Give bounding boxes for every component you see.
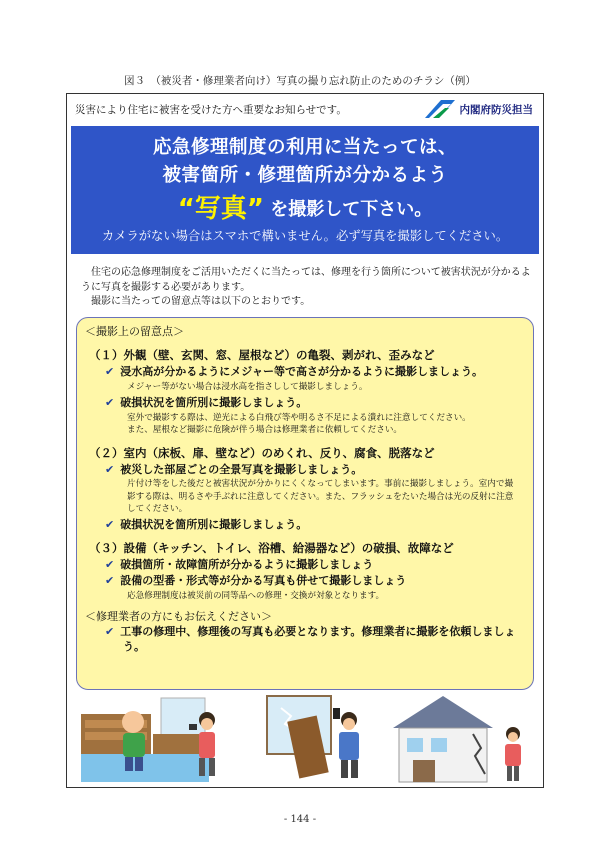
item-note: メジャー等がない場合は浸水高を指さしして撮影しましょう。: [127, 382, 368, 392]
figure-caption: 図３ （被災者・修理業者向け）写真の撮り忘れ防止のためのチラシ（例）: [124, 75, 476, 87]
headline-line-3-rest: を撮影して下さい。: [270, 199, 433, 220]
notes-heading: ＜撮影上の留意点＞: [85, 325, 184, 338]
section-title: （３）設備（キッチン、トイレ、浴槽、給湯器など）の破損、故障など: [89, 541, 454, 555]
check-icon: ✔: [105, 625, 115, 638]
person-with-phone-icon: [333, 708, 359, 778]
check-item: ✔ 破損箇所・故障箇所が分かるように撮影しましょう: [105, 558, 374, 571]
check-icon: ✔: [105, 396, 115, 409]
check-icon: ✔: [105, 558, 115, 571]
photo-emphasis: “写真”: [177, 194, 264, 224]
intro-paragraph: 撮影に当たっての留意点等は以下のとおりです。: [91, 296, 311, 307]
broken-window-door-illustration: [267, 696, 331, 778]
check-icon: ✔: [105, 574, 115, 587]
logo-text: 内閣府防災担当: [459, 103, 533, 116]
item-note: 片付け等をした後だと被害状況が分かりにくくなってしまいます。事前に撮影しましょう。室内で撮影する際は、明るさや手ぶれに注意してください。また、フラッシュをたいた場合は光の反射に注意してください。: [127, 479, 514, 514]
check-item: ✔ 破損状況を箇所別に撮影しましょう。: [105, 518, 308, 531]
illustration: [81, 694, 533, 784]
person-with-phone-2-icon: [505, 727, 521, 781]
flooded-room-illustration: [81, 698, 209, 782]
headline-banner: [71, 126, 539, 254]
page-number: - 144 -: [283, 814, 317, 825]
contractor-heading: ＜修理業者の方にもお伝えください＞: [85, 610, 272, 623]
section-title: （２）室内（床板、扉、壁など）のめくれ、反り、腐食、脱落など: [89, 446, 435, 460]
check-item: ✔ 工事の修理中、修理後の写真も必要となります。修理業者に撮影を依頼しましょう。: [105, 625, 516, 653]
intro-paragraph: 住宅の応急修理制度をご活用いただくに当たっては、修理を行う箇所について被害状況が分かるように写真を撮影する必要があります。: [81, 267, 531, 293]
top-notice: 災害により住宅に被害を受けた方へ重要なお知らせです。: [75, 104, 347, 116]
cabinet-office-logo-icon: [423, 98, 457, 120]
headline-line-2: 被害箇所・修理箇所が分かるよう: [162, 165, 448, 186]
flyer: [66, 93, 544, 788]
shooting-notes-box: [76, 317, 534, 690]
check-item: ✔ 設備の型番・形式等が分かる写真も併せて撮影しましょう: [105, 574, 407, 587]
item-note: また、屋根など撮影に危険が伴う場合は修理業者に依頼してください。: [127, 425, 403, 435]
check-icon: ✔: [105, 518, 115, 531]
item-note: 室外で撮影する際は、逆光による白飛び等や明るさ不足による潰れに注意してください。: [127, 413, 471, 423]
section-title: （１）外観（壁、玄関、窓、屋根など）の亀裂、剥がれ、歪みなど: [89, 348, 435, 362]
camera-note: カメラがない場合はスマホで構いません。必ず写真を撮影してください。: [101, 229, 509, 243]
headline-line-3: [71, 188, 539, 225]
item-note: 応急修理制度は被災前の同等品への修理・交換が対象となります。: [127, 591, 385, 601]
check-item: ✔ 浸水高が分かるようにメジャー等で高さが分かるように撮影しましょう。: [105, 365, 483, 378]
headline-line-1: 応急修理制度の利用に当たっては、: [152, 137, 457, 158]
check-item: ✔ 被災した部屋ごとの全景写真を撮影しましょう。: [105, 463, 363, 476]
intro-text: [81, 266, 533, 310]
cabinet-office-logo: [423, 98, 534, 120]
check-item: ✔ 破損状況を箇所別に撮影しましょう。: [105, 396, 308, 409]
check-icon: ✔: [105, 463, 115, 476]
damaged-house-illustration: [393, 696, 493, 782]
check-icon: ✔: [105, 365, 115, 378]
